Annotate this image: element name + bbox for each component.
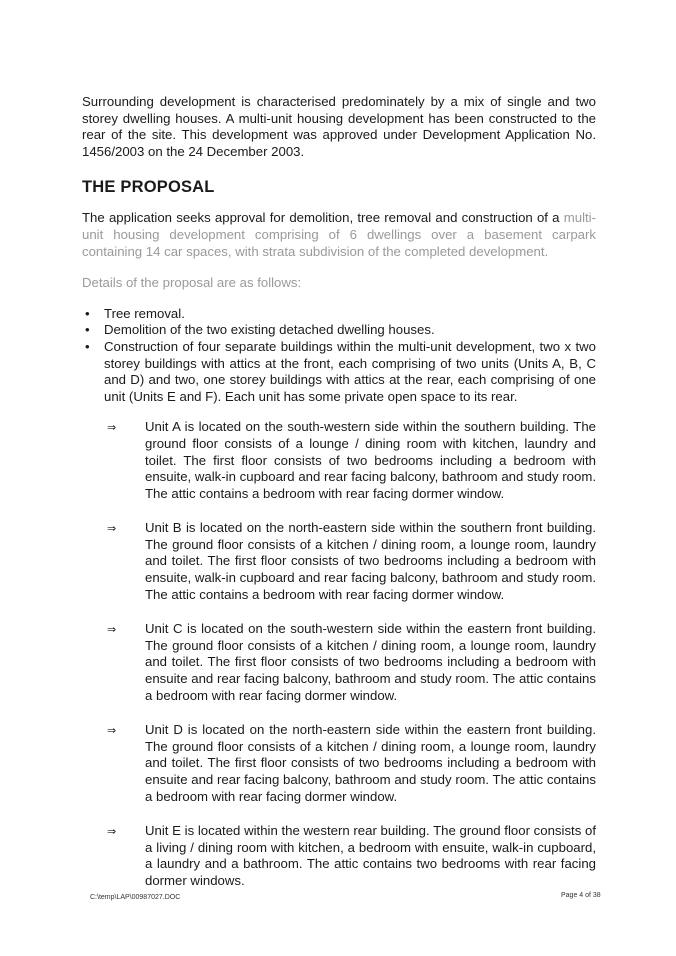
arrow-icon: ⇒ bbox=[107, 624, 117, 637]
arrow-icon: ⇒ bbox=[107, 826, 117, 839]
application-rest: multi-unit housing development comprising of 6 dwellings over a basement carpark containing 14 car spaces, with strata subdivision of the completed development. bbox=[82, 210, 597, 259]
arrow-icon: ⇒ bbox=[107, 523, 117, 536]
arrow-icon: ⇒ bbox=[107, 422, 117, 435]
intro-paragraph: Surrounding development is characterised predominately by a mix of single and two storey dwelling houses. A multi-unit housing development has been constructed to the rear of the site. This development was approved under Development Application No. 1456/2003 on the 24 December 2003. bbox=[82, 94, 596, 159]
unit-item-d bbox=[82, 722, 596, 805]
unit-item-c bbox=[82, 621, 596, 704]
application-paragraph bbox=[82, 210, 596, 260]
footer-page-number: Page 4 of 38 bbox=[561, 892, 601, 899]
bullet-text: Demolition of the two existing detached dwelling houses. bbox=[104, 322, 435, 338]
application-first-line: The application seeks approval for demolition, tree removal and construction of a bbox=[82, 210, 560, 226]
unit-text: Unit B is located on the north-eastern side within the southern front building. The ground floor consists of a kitchen / dining room, a lounge room, laundry and toilet. The first floor consists of two bedrooms including a bedroom with ensuite, walk-in cupboard and rear facing balcony, bathroom and study room. The attic contains a bedroom with rear facing dormer window. bbox=[145, 520, 596, 602]
proposal-bullet-list bbox=[82, 306, 596, 406]
list-item bbox=[82, 339, 596, 405]
list-item bbox=[82, 306, 596, 323]
unit-item-a bbox=[82, 419, 596, 502]
list-item bbox=[82, 322, 596, 339]
unit-list bbox=[82, 419, 596, 889]
unit-text: Unit D is located on the north-eastern side within the eastern front building. The ground floor consists of a kitchen / dining room, a lounge room, laundry and toilet. The first floor consists of two bedrooms including a bedroom with ensuite and rear facing balcony, bathroom and study room. The attic contains a bedroom with rear facing dormer window. bbox=[145, 722, 596, 804]
bullet-icon: • bbox=[85, 305, 90, 321]
unit-item-b bbox=[82, 520, 596, 603]
unit-text: Unit C is located on the south-western side within the eastern front building. The ground floor consists of a kitchen / dining room, a lounge room, laundry and toilet. The first floor consists of two bedrooms including a bedroom with ensuite and rear facing balcony, bathroom and study room. The attic contains a bedroom with rear facing dormer window. bbox=[145, 621, 596, 703]
bullet-icon: • bbox=[85, 338, 90, 354]
section-heading: THE PROPOSAL bbox=[82, 178, 215, 197]
arrow-icon: ⇒ bbox=[107, 725, 117, 738]
unit-text: Unit A is located on the south-western side within the southern building. The ground floor consists of a lounge / dining room with kitchen, laundry and toilet. The first floor consists of two bedrooms including a bedroom with ensuite, walk-in cupboard and rear facing balcony, bathroom and study room. The attic contains a bedroom with rear facing dormer window. bbox=[145, 419, 596, 501]
bullet-text: Tree removal. bbox=[104, 305, 185, 321]
bullet-text: Construction of four separate buildings within the multi-unit development, two x two storey buildings with attics at the front, each comprising of two units (Units A, B, C and D) and two, one storey buildings with attics at the rear, each comprising of one unit (Units E and F). Each unit has some private open space to its rear. bbox=[104, 338, 596, 404]
bullet-icon: • bbox=[85, 322, 90, 338]
page-content bbox=[82, 94, 596, 908]
unit-text: Unit E is located within the western rear building. The ground floor consists of a living / dining room with kitchen, a bedroom with ensuite, walk-in cupboard, a laundry and a bathroom. The attic contains two bedrooms with rear facing dormer windows. bbox=[145, 823, 596, 888]
details-intro: Details of the proposal are as follows: bbox=[82, 275, 302, 291]
unit-item-e bbox=[82, 823, 596, 889]
footer-file-path: C:\temp\LAP\00987027.DOC bbox=[90, 894, 181, 901]
